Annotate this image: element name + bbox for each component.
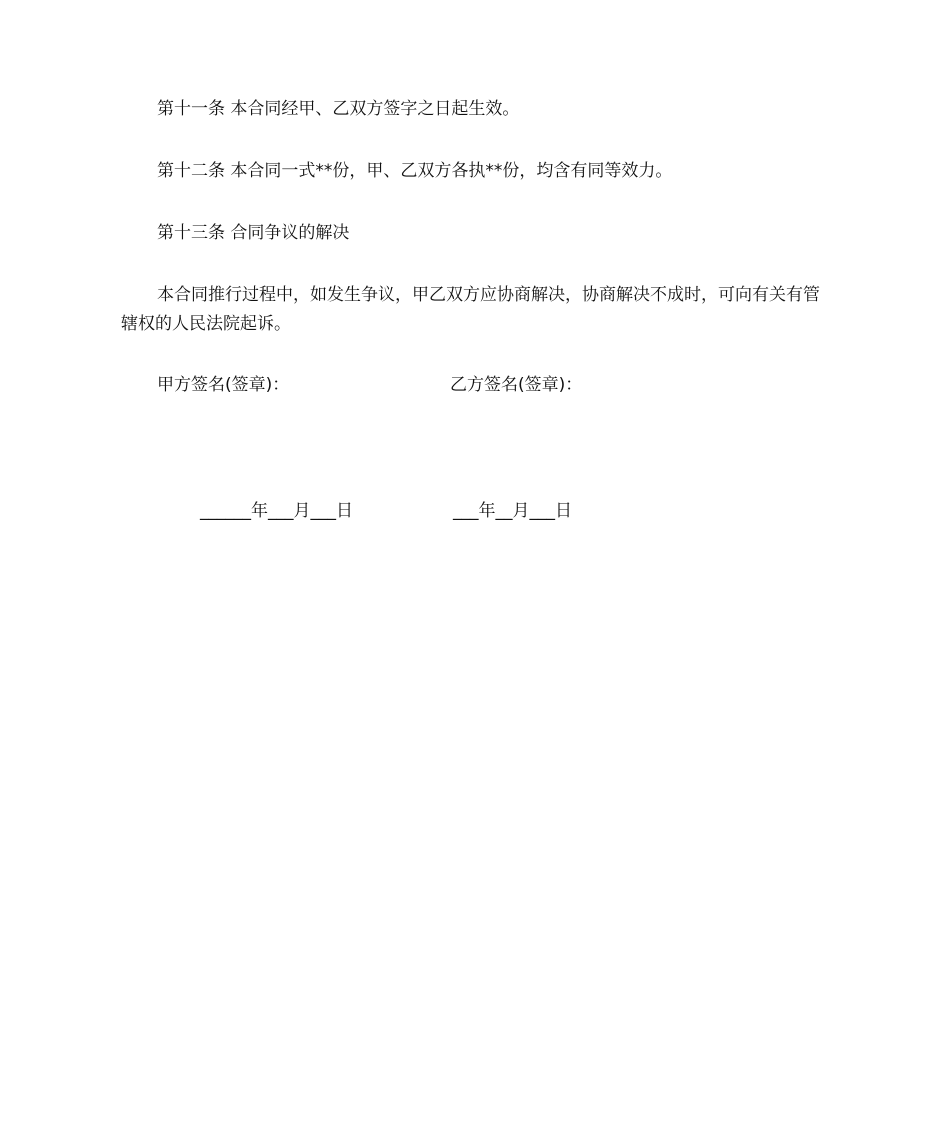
party-a-date-line: ______年___月___日 bbox=[200, 501, 353, 521]
party-b-date-line: ___年__月___日 bbox=[453, 501, 572, 521]
article-13-body: 本合同推行过程中，如发生争议，甲乙双方应协商解决，协商解决不成时，可向有关有管辖权的人民法院起诉。 bbox=[121, 285, 820, 334]
article-11: 第十一条 本合同经甲、乙双方签字之日起生效。 bbox=[157, 99, 520, 119]
article-13-title: 第十三条 合同争议的解决 bbox=[157, 223, 350, 243]
party-a-signature-label: 甲方签名(签章)： bbox=[157, 375, 290, 395]
article-12: 第十二条 本合同一式**份，甲、乙双方各执**份，均含有同等效力。 bbox=[157, 161, 673, 181]
party-b-signature-label: 乙方签名(签章)： bbox=[450, 375, 583, 395]
